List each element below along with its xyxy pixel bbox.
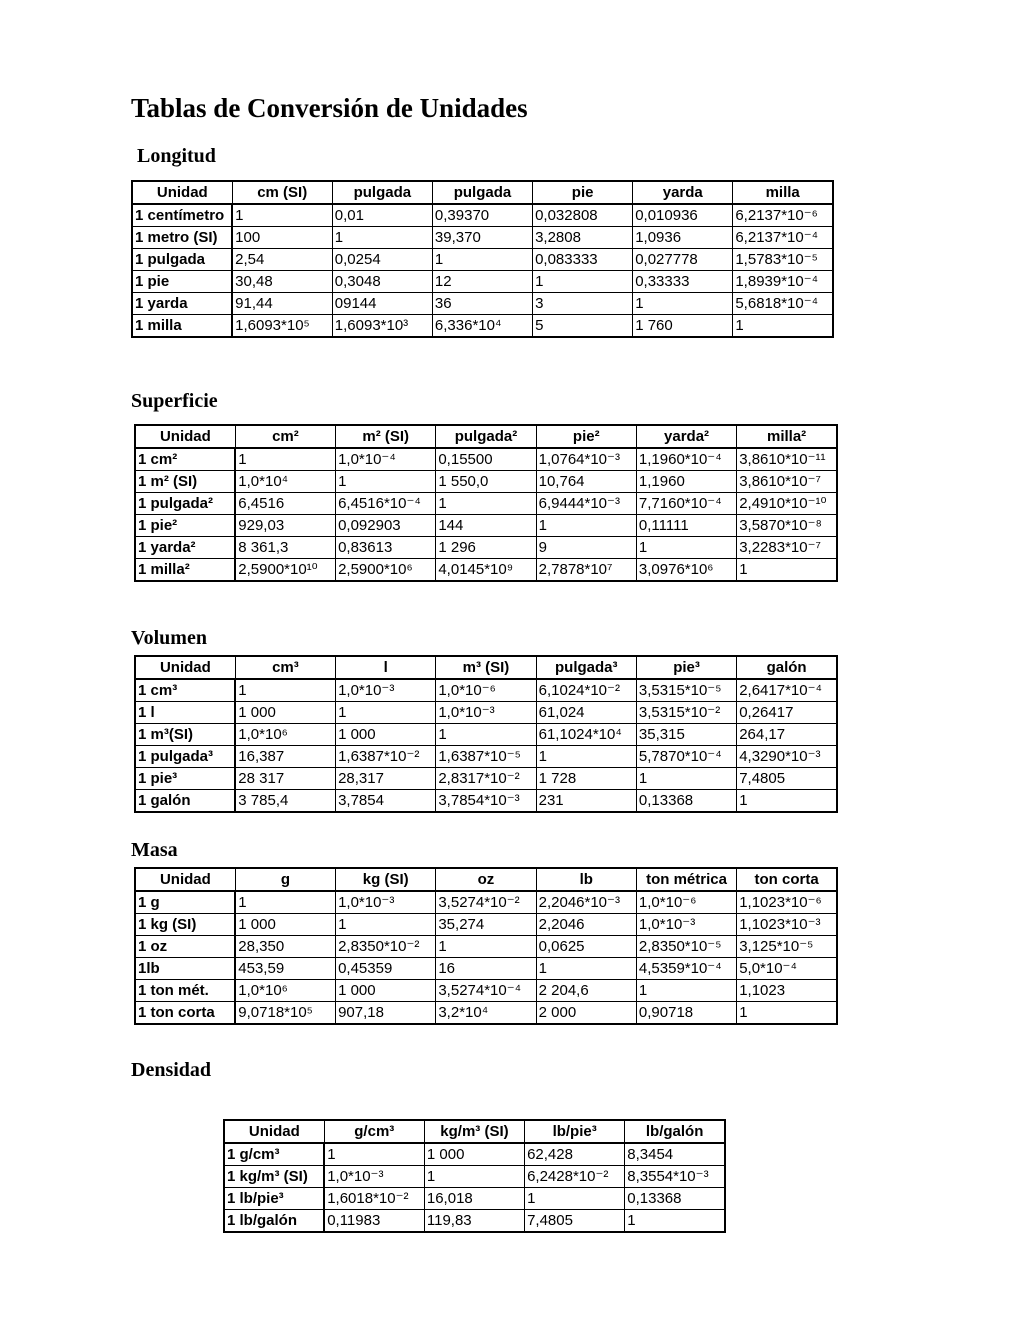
- header-row: [132, 181, 833, 204]
- table-cell: 1: [232, 204, 332, 227]
- table-cell: 62,428: [525, 1143, 625, 1166]
- table-cell: 61,1024*10⁴: [536, 724, 636, 746]
- table-cell: 1,6387*10⁻²: [336, 746, 436, 768]
- column-header: kg (SI): [336, 868, 436, 891]
- table-cell: 3,2283*10⁻⁷: [737, 537, 837, 559]
- table-cell: 2,8350*10⁻⁵: [636, 936, 736, 958]
- table-cell: 36: [432, 293, 532, 315]
- table-cell: 6,4516*10⁻⁴: [336, 493, 436, 515]
- row-label: 1 m³(SI): [135, 724, 235, 746]
- table-cell: 3,5274*10⁻⁴: [436, 980, 536, 1002]
- row-label: 1 pulgada: [132, 249, 232, 271]
- table-cell: 3,5315*10⁻²: [636, 702, 736, 724]
- row-label: 1 lb/galón: [224, 1210, 324, 1233]
- table-row: [135, 891, 837, 914]
- table-row: [224, 1143, 725, 1166]
- table-cell: 1: [625, 1210, 725, 1233]
- table-cell: 2,5900*10⁶: [336, 559, 436, 582]
- table-cell: 0,39370: [432, 204, 532, 227]
- table-cell: 39,370: [432, 227, 532, 249]
- table-row: [132, 293, 833, 315]
- table-cell: 5,7870*10⁻⁴: [636, 746, 736, 768]
- table-cell: 1,0*10⁻³: [636, 914, 736, 936]
- column-header: yarda: [633, 181, 733, 204]
- column-header: lb/galón: [625, 1120, 725, 1143]
- row-label: 1 kg (SI): [135, 914, 235, 936]
- table-cell: 1: [336, 914, 436, 936]
- table-cell: 907,18: [336, 1002, 436, 1025]
- table-cell: 1,0*10⁻³: [324, 1166, 424, 1188]
- table-cell: 1,5783*10⁻⁵: [733, 249, 833, 271]
- table-cell: 35,274: [436, 914, 536, 936]
- column-header: milla²: [737, 425, 837, 448]
- table-cell: 1,1023*10⁻⁶: [737, 891, 837, 914]
- table-cell: 231: [536, 790, 636, 813]
- row-label: 1 ton corta: [135, 1002, 235, 1025]
- table-cell: 16,018: [424, 1188, 524, 1210]
- column-header: pulgada: [332, 181, 432, 204]
- table-row: [135, 493, 837, 515]
- header-row: [135, 868, 837, 891]
- table-cell: 1: [235, 679, 335, 702]
- table-cell: 0,90718: [636, 1002, 736, 1025]
- table-volumen: [134, 655, 838, 813]
- table-cell: 6,9444*10⁻³: [536, 493, 636, 515]
- row-label: 1 pulgada²: [135, 493, 235, 515]
- column-header: g/cm³: [324, 1120, 424, 1143]
- table-cell: 0,26417: [737, 702, 837, 724]
- table-cell: 2,2046*10⁻³: [536, 891, 636, 914]
- table-cell: 0,11111: [636, 515, 736, 537]
- table-cell: 1: [737, 790, 837, 813]
- table-cell: 28,317: [336, 768, 436, 790]
- table-cell: 1,0*10⁻³: [336, 891, 436, 914]
- table-cell: 2,8350*10⁻²: [336, 936, 436, 958]
- table-cell: 16,387: [235, 746, 335, 768]
- table-cell: 1: [424, 1166, 524, 1188]
- column-header: lb: [536, 868, 636, 891]
- table-cell: 5: [533, 315, 633, 338]
- table-cell: 1: [235, 891, 335, 914]
- table-row: [135, 471, 837, 493]
- row-label: 1 ton mét.: [135, 980, 235, 1002]
- table-cell: 5,6818*10⁻⁴: [733, 293, 833, 315]
- column-header: Unidad: [224, 1120, 324, 1143]
- table-cell: 3,8610*10⁻⁷: [737, 471, 837, 493]
- table-cell: 1 728: [536, 768, 636, 790]
- header-row: [135, 656, 837, 679]
- row-label: 1 oz: [135, 936, 235, 958]
- table-cell: 3,2*10⁴: [436, 1002, 536, 1025]
- table-cell: 0,027778: [633, 249, 733, 271]
- table-row: [135, 980, 837, 1002]
- table-cell: 9: [536, 537, 636, 559]
- column-header: cm³: [235, 656, 335, 679]
- row-label: 1 pie²: [135, 515, 235, 537]
- table-cell: 1,6093*10⁵: [232, 315, 332, 338]
- table-cell: 1,0*10⁶: [235, 980, 335, 1002]
- table-cell: 1,0*10⁶: [235, 724, 335, 746]
- table-cell: 1,0*10⁻⁶: [436, 679, 536, 702]
- table-densidad: [223, 1119, 726, 1233]
- table-cell: 1: [636, 768, 736, 790]
- table-cell: 3,2808: [533, 227, 633, 249]
- table-masa: [134, 867, 838, 1025]
- table-cell: 16: [436, 958, 536, 980]
- column-header: ton métrica: [636, 868, 736, 891]
- row-label: 1 pie³: [135, 768, 235, 790]
- table-cell: 1,0*10⁻⁴: [336, 448, 436, 471]
- table-cell: 35,315: [636, 724, 736, 746]
- table-row: [132, 204, 833, 227]
- section-heading-densidad: Densidad: [131, 1059, 212, 1081]
- table-cell: 6,4516: [235, 493, 335, 515]
- table-cell: 0,45359: [336, 958, 436, 980]
- table-cell: 0,032808: [533, 204, 633, 227]
- table-cell: 1,0936: [633, 227, 733, 249]
- table-cell: 264,17: [737, 724, 837, 746]
- table-row: [132, 271, 833, 293]
- table-cell: 1,6093*10³: [332, 315, 432, 338]
- table-cell: 2,2046: [536, 914, 636, 936]
- table-cell: 929,03: [235, 515, 335, 537]
- row-label: 1 pulgada³: [135, 746, 235, 768]
- table-cell: 8,3554*10⁻³: [625, 1166, 725, 1188]
- table-row: [135, 790, 837, 813]
- table-row: [135, 936, 837, 958]
- table-cell: 3,8610*10⁻¹¹: [737, 448, 837, 471]
- table-cell: 3: [533, 293, 633, 315]
- table-cell: 1: [336, 471, 436, 493]
- row-label: 1 yarda: [132, 293, 232, 315]
- table-cell: 0,13368: [625, 1188, 725, 1210]
- table-cell: 3,7854: [336, 790, 436, 813]
- row-label: 1 g/cm³: [224, 1143, 324, 1166]
- table-row: [132, 249, 833, 271]
- column-header: pulgada: [432, 181, 532, 204]
- table-cell: 1: [235, 448, 335, 471]
- table-cell: 0,010936: [633, 204, 733, 227]
- table-cell: 1: [336, 702, 436, 724]
- column-header: cm²: [235, 425, 335, 448]
- table-cell: 6,336*10⁴: [432, 315, 532, 338]
- column-header: pie: [533, 181, 633, 204]
- table-cell: 1,1960: [636, 471, 736, 493]
- table-cell: 1: [324, 1143, 424, 1166]
- table-longitud: [131, 180, 834, 338]
- table-cell: 12: [432, 271, 532, 293]
- table-cell: 2 000: [536, 1002, 636, 1025]
- table-cell: 1: [737, 1002, 837, 1025]
- table-cell: 30,48: [232, 271, 332, 293]
- column-header: pulgada²: [436, 425, 536, 448]
- table-cell: 3,5870*10⁻⁸: [737, 515, 837, 537]
- row-label: 1 yarda²: [135, 537, 235, 559]
- header-row: [135, 425, 837, 448]
- header-row: [224, 1120, 725, 1143]
- row-label: 1 centímetro: [132, 204, 232, 227]
- table-cell: 1 550,0: [436, 471, 536, 493]
- row-label: 1 m² (SI): [135, 471, 235, 493]
- table-cell: 1: [636, 537, 736, 559]
- table-cell: 0,083333: [533, 249, 633, 271]
- column-header: Unidad: [135, 656, 235, 679]
- table-cell: 09144: [332, 293, 432, 315]
- table-cell: 4,5359*10⁻⁴: [636, 958, 736, 980]
- table-row: [224, 1188, 725, 1210]
- column-header: pie³: [636, 656, 736, 679]
- table-cell: 0,15500: [436, 448, 536, 471]
- row-label: 1 cm³: [135, 679, 235, 702]
- table-cell: 4,0145*10⁹: [436, 559, 536, 582]
- table-cell: 61,024: [536, 702, 636, 724]
- table-cell: 0,33333: [633, 271, 733, 293]
- column-header: milla: [733, 181, 833, 204]
- row-label: 1 milla²: [135, 559, 235, 582]
- table-row: [135, 746, 837, 768]
- table-cell: 0,3048: [332, 271, 432, 293]
- table-cell: 0,83613: [336, 537, 436, 559]
- table-row: [135, 537, 837, 559]
- table-cell: 1 000: [235, 914, 335, 936]
- section-heading-longitud: Longitud: [137, 145, 216, 167]
- row-label: 1 g: [135, 891, 235, 914]
- table-cell: 1: [733, 315, 833, 338]
- table-cell: 3 785,4: [235, 790, 335, 813]
- table-row: [135, 958, 837, 980]
- page-title: Tablas de Conversión de Unidades: [131, 93, 528, 123]
- table-row: [135, 724, 837, 746]
- table-row: [135, 559, 837, 582]
- table-cell: 1,1960*10⁻⁴: [636, 448, 736, 471]
- table-cell: 4,3290*10⁻³: [737, 746, 837, 768]
- table-row: [224, 1210, 725, 1233]
- table-row: [224, 1166, 725, 1188]
- table-cell: 1,0*10⁴: [235, 471, 335, 493]
- table-row: [135, 448, 837, 471]
- table-cell: 2,8317*10⁻²: [436, 768, 536, 790]
- row-label: 1 cm²: [135, 448, 235, 471]
- column-header: galón: [737, 656, 837, 679]
- table-cell: 1,0764*10⁻³: [536, 448, 636, 471]
- column-header: m³ (SI): [436, 656, 536, 679]
- table-cell: 1: [536, 515, 636, 537]
- table-cell: 7,7160*10⁻⁴: [636, 493, 736, 515]
- table-cell: 1,6387*10⁻⁵: [436, 746, 536, 768]
- table-cell: 1,8939*10⁻⁴: [733, 271, 833, 293]
- table-cell: 3,5315*10⁻⁵: [636, 679, 736, 702]
- table-cell: 0,092903: [336, 515, 436, 537]
- column-header: oz: [436, 868, 536, 891]
- column-header: Unidad: [135, 868, 235, 891]
- table-cell: 453,59: [235, 958, 335, 980]
- table-cell: 2,54: [232, 249, 332, 271]
- table-cell: 0,0625: [536, 936, 636, 958]
- table-cell: 1 000: [424, 1143, 524, 1166]
- column-header: m² (SI): [336, 425, 436, 448]
- table-cell: 1,6018*10⁻²: [324, 1188, 424, 1210]
- table-cell: 1: [533, 271, 633, 293]
- section-heading-volumen: Volumen: [131, 627, 207, 649]
- row-label: 1 l: [135, 702, 235, 724]
- table-cell: 1 000: [235, 702, 335, 724]
- row-label: 1 galón: [135, 790, 235, 813]
- table-cell: 9,0718*10⁵: [235, 1002, 335, 1025]
- table-cell: 8 361,3: [235, 537, 335, 559]
- table-cell: 144: [436, 515, 536, 537]
- table-cell: 1: [636, 980, 736, 1002]
- table-cell: 1,0*10⁻³: [436, 702, 536, 724]
- table-cell: 119,83: [424, 1210, 524, 1233]
- section-heading-masa: Masa: [131, 839, 178, 861]
- table-cell: 0,13368: [636, 790, 736, 813]
- table-row: [135, 914, 837, 936]
- table-cell: 1: [432, 249, 532, 271]
- row-label: 1 pie: [132, 271, 232, 293]
- table-cell: 3,125*10⁻⁵: [737, 936, 837, 958]
- table-cell: 100: [232, 227, 332, 249]
- column-header: ton corta: [737, 868, 837, 891]
- table-cell: 6,1024*10⁻²: [536, 679, 636, 702]
- table-cell: 6,2137*10⁻⁴: [733, 227, 833, 249]
- table-cell: 3,7854*10⁻³: [436, 790, 536, 813]
- table-cell: 6,2137*10⁻⁶: [733, 204, 833, 227]
- table-cell: 1: [525, 1188, 625, 1210]
- table-row: [132, 315, 833, 338]
- table-cell: 2 204,6: [536, 980, 636, 1002]
- table-cell: 1,1023: [737, 980, 837, 1002]
- table-superficie: [134, 424, 838, 582]
- table-cell: 3,0976*10⁶: [636, 559, 736, 582]
- column-header: cm (SI): [232, 181, 332, 204]
- table-cell: 2,7878*10⁷: [536, 559, 636, 582]
- table-cell: 2,4910*10⁻¹⁰: [737, 493, 837, 515]
- table-cell: 1: [633, 293, 733, 315]
- row-label: 1 lb/pie³: [224, 1188, 324, 1210]
- table-cell: 8,3454: [625, 1143, 725, 1166]
- table-cell: 91,44: [232, 293, 332, 315]
- table-row: [132, 227, 833, 249]
- row-label: 1 milla: [132, 315, 232, 338]
- table-row: [135, 702, 837, 724]
- table-cell: 0,01: [332, 204, 432, 227]
- table-cell: 1,1023*10⁻³: [737, 914, 837, 936]
- table-cell: 7,4805: [737, 768, 837, 790]
- table-cell: 1: [737, 559, 837, 582]
- column-header: yarda²: [636, 425, 736, 448]
- column-header: lb/pie³: [525, 1120, 625, 1143]
- table-cell: 10,764: [536, 471, 636, 493]
- column-header: g: [235, 868, 335, 891]
- table-cell: 3,5274*10⁻²: [436, 891, 536, 914]
- table-cell: 7,4805: [525, 1210, 625, 1233]
- table-row: [135, 1002, 837, 1025]
- table-cell: 0,0254: [332, 249, 432, 271]
- table-cell: 1: [536, 958, 636, 980]
- table-cell: 1: [436, 493, 536, 515]
- column-header: kg/m³ (SI): [424, 1120, 524, 1143]
- table-cell: 28,350: [235, 936, 335, 958]
- table-cell: 1: [436, 724, 536, 746]
- table-cell: 5,0*10⁻⁴: [737, 958, 837, 980]
- table-cell: 2,5900*10¹⁰: [235, 559, 335, 582]
- row-label: 1 metro (SI): [132, 227, 232, 249]
- table-cell: 0,11983: [324, 1210, 424, 1233]
- table-row: [135, 679, 837, 702]
- section-heading-superficie: Superficie: [131, 390, 218, 412]
- table-cell: 1 296: [436, 537, 536, 559]
- table-cell: 1: [332, 227, 432, 249]
- column-header: Unidad: [132, 181, 232, 204]
- table-cell: 6,2428*10⁻²: [525, 1166, 625, 1188]
- table-row: [135, 768, 837, 790]
- table-cell: 1 000: [336, 724, 436, 746]
- row-label: 1 kg/m³ (SI): [224, 1166, 324, 1188]
- table-cell: 2,6417*10⁻⁴: [737, 679, 837, 702]
- table-cell: 1: [436, 936, 536, 958]
- column-header: pie²: [536, 425, 636, 448]
- table-cell: 28 317: [235, 768, 335, 790]
- table-row: [135, 515, 837, 537]
- column-header: Unidad: [135, 425, 235, 448]
- column-header: pulgada³: [536, 656, 636, 679]
- table-cell: 1,0*10⁻³: [336, 679, 436, 702]
- table-cell: 1 000: [336, 980, 436, 1002]
- row-label: 1lb: [135, 958, 235, 980]
- table-cell: 1,0*10⁻⁶: [636, 891, 736, 914]
- table-cell: 1: [536, 746, 636, 768]
- column-header: l: [336, 656, 436, 679]
- table-cell: 1 760: [633, 315, 733, 338]
